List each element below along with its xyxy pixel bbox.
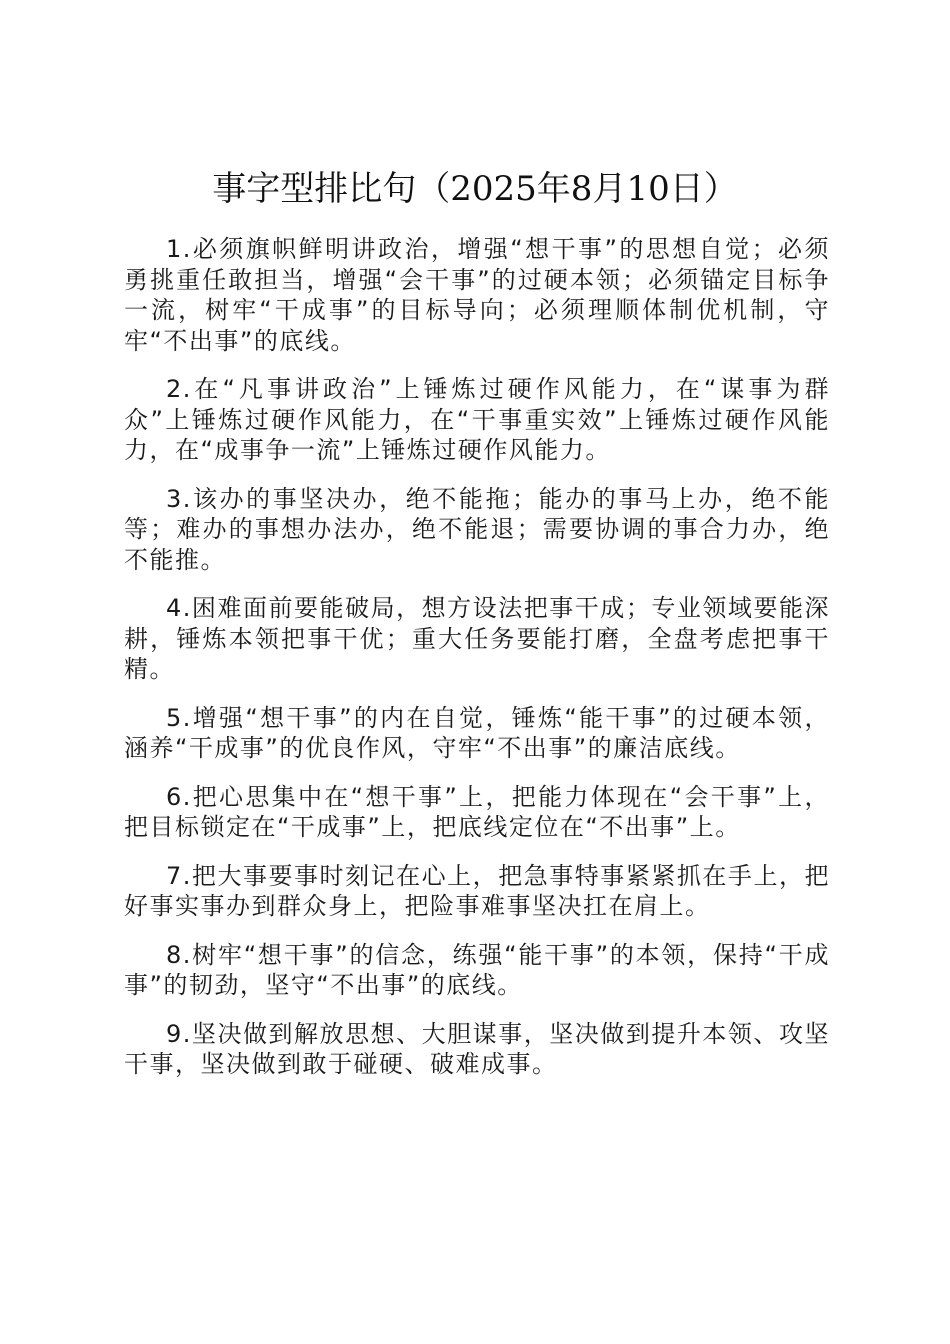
paragraph-3: 3.该办的事坚决办，绝不能拖；能办的事马上办，绝不能等；难办的事想办法办，绝不能退；需要协调的事合力办，绝不能推。 bbox=[124, 484, 830, 574]
document-body bbox=[124, 234, 830, 1098]
paragraph-5: 5.增强“想干事”的内在自觉，锤炼“能干事”的过硬本领，涵养“干成事”的优良作风，守牢“不出事”的廉洁底线。 bbox=[124, 703, 830, 762]
paragraph-6: 6.把心思集中在“想干事”上，把能力体现在“会干事”上，把目标锁定在“干成事”上，把底线定位在“不出事”上。 bbox=[124, 782, 830, 841]
paragraph-9: 9.坚决做到解放思想、大胆谋事，坚决做到提升本领、攻坚干事，坚决做到敢于碰硬、破难成事。 bbox=[124, 1019, 830, 1078]
document-title: 事字型排比句（2025年8月10日） bbox=[212, 169, 738, 209]
paragraph-2: 2.在“凡事讲政治”上锤炼过硬作风能力，在“谋事为群众”上锤炼过硬作风能力，在“干事重实效”上锤炼过硬作风能力，在“成事争一流”上锤炼过硬作风能力。 bbox=[124, 375, 830, 464]
paragraph-7: 7.把大事要事时刻记在心上，把急事特事紧紧抓在手上，把好事实事办到群众身上，把险事难事坚决扛在肩上。 bbox=[124, 861, 830, 920]
paragraph-4: 4.困难面前要能破局，想方设法把事干成；专业领域要能深耕，锤炼本领把事干优；重大任务要能打磨，全盘考虑把事干精。 bbox=[124, 594, 830, 683]
paragraph-8: 8.树牢“想干事”的信念，练强“能干事”的本领，保持“干成事”的韧劲，坚守“不出事”的底线。 bbox=[124, 940, 830, 999]
paragraph-1: 1.必须旗帜鲜明讲政治，增强“想干事”的思想自觉；必须勇挑重任敢担当，增强“会干事”的过硬本领；必须锚定目标争一流，树牢“干成事”的目标导向；必须理顺体制优机制，守牢“不出事”的底线。 bbox=[124, 235, 830, 355]
